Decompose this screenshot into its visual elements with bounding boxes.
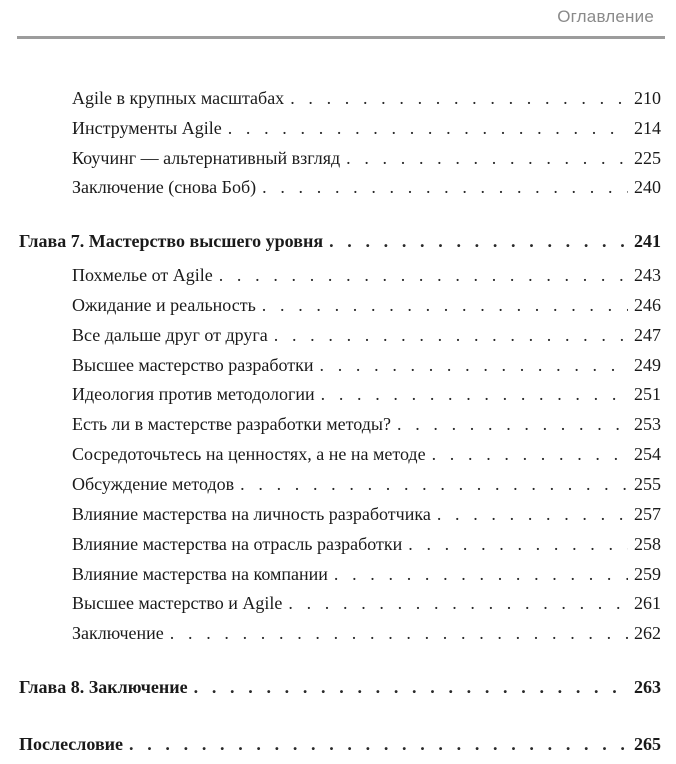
toc-entry[interactable] <box>72 293 661 317</box>
toc-entry-title: Похмелье от Agile <box>72 265 213 285</box>
toc-entry-page: 241 <box>634 231 661 251</box>
toc-entry-page: 247 <box>634 325 661 345</box>
toc-entry-title: Заключение (снова Боб) <box>72 177 257 197</box>
dot-leader <box>437 502 628 526</box>
toc-chapter-title: Глава 8. Заключение <box>19 677 188 697</box>
toc-entry[interactable] <box>72 382 661 406</box>
toc-entry-page: 261 <box>634 593 661 613</box>
toc-entry[interactable] <box>72 412 661 436</box>
toc-chapter-entry[interactable] <box>19 732 661 756</box>
toc-entry-page: 214 <box>634 118 661 138</box>
toc-entry-title: Высшее мастерство разработки <box>72 355 314 375</box>
dot-leader <box>262 293 628 317</box>
toc-entry-title: Обсуждение методов <box>72 474 235 494</box>
toc-entry-title: Есть ли в мастерстве разработки методы? <box>72 414 391 434</box>
toc-entry[interactable] <box>72 146 661 170</box>
toc-entry-title: Ожидание и реальность <box>72 295 256 315</box>
toc-entry-title: Заключение <box>72 623 164 643</box>
toc-entry-title: Сосредоточьтесь на ценностях, а не на методе <box>72 444 426 464</box>
toc-entry-page: 249 <box>634 355 661 375</box>
header-rule <box>17 36 665 39</box>
toc-entry-page: 240 <box>634 177 661 197</box>
dot-leader <box>397 412 628 436</box>
toc-entry[interactable] <box>72 442 661 466</box>
toc-entry-page: 253 <box>634 414 661 434</box>
dot-leader <box>170 621 628 645</box>
toc-entry-page: 243 <box>634 265 661 285</box>
toc-entry-page: 257 <box>634 504 661 524</box>
dot-leader <box>262 175 628 199</box>
toc-entry-title: Инструменты Agile <box>72 118 222 138</box>
toc-entry-title: Высшее мастерство и Agile <box>72 593 283 613</box>
toc-entry[interactable] <box>72 502 661 526</box>
toc-entry[interactable] <box>72 621 661 645</box>
toc-entry-page: 262 <box>634 623 661 643</box>
dot-leader <box>329 229 628 253</box>
toc-entry-title: Влияние мастерства на отрасль разработки <box>72 534 403 554</box>
toc-entry[interactable] <box>72 532 661 556</box>
toc-entry-title: Влияние мастерства на компании <box>72 564 328 584</box>
toc-entry[interactable] <box>72 353 661 377</box>
dot-leader <box>219 263 628 287</box>
toc-entry[interactable] <box>72 86 661 110</box>
toc-chapter-title: Глава 7. Мастерство высшего уровня <box>19 231 324 251</box>
toc-entry[interactable] <box>72 263 661 287</box>
dot-leader <box>194 675 628 699</box>
toc-chapter-title: Послесловие <box>19 734 124 754</box>
toc-entry-title: Agile в крупных масштабах <box>72 88 285 108</box>
dot-leader <box>334 562 628 586</box>
toc-entry[interactable] <box>72 175 661 199</box>
toc-entry-page: 210 <box>634 88 661 108</box>
toc-entry[interactable] <box>72 591 661 615</box>
dot-leader <box>346 146 628 170</box>
toc-entry[interactable] <box>72 562 661 586</box>
dot-leader <box>290 86 628 110</box>
toc-entry-page: 258 <box>634 534 661 554</box>
toc-entry-page: 251 <box>634 384 661 404</box>
toc-entry[interactable] <box>72 472 661 496</box>
dot-leader <box>129 732 628 756</box>
toc-entry[interactable] <box>72 116 661 140</box>
toc-entry-title: Все дальше друг от друга <box>72 325 268 345</box>
toc-entry-page: 254 <box>634 444 661 464</box>
toc-entry-title: Влияние мастерства на личность разработчика <box>72 504 431 524</box>
dot-leader <box>240 472 628 496</box>
running-head-title: Оглавление <box>557 7 654 26</box>
dot-leader <box>408 532 628 556</box>
toc-entry-page: 246 <box>634 295 661 315</box>
toc-entry-page: 255 <box>634 474 661 494</box>
dot-leader <box>288 591 628 615</box>
dot-leader <box>274 323 628 347</box>
dot-leader <box>432 442 628 466</box>
dot-leader <box>321 382 628 406</box>
toc-chapter-entry[interactable] <box>19 675 661 699</box>
toc-entry-title: Идеология против методологии <box>72 384 315 404</box>
toc-entry-page: 265 <box>634 734 661 754</box>
toc-entry-page: 225 <box>634 148 661 168</box>
toc-entry-title: Коучинг — альтернативный взгляд <box>72 148 341 168</box>
dot-leader <box>228 116 628 140</box>
toc-chapter-entry[interactable] <box>19 229 661 253</box>
toc-entry-page: 263 <box>634 677 661 697</box>
toc-entry[interactable] <box>72 323 661 347</box>
dot-leader <box>320 353 628 377</box>
toc-entry-page: 259 <box>634 564 661 584</box>
